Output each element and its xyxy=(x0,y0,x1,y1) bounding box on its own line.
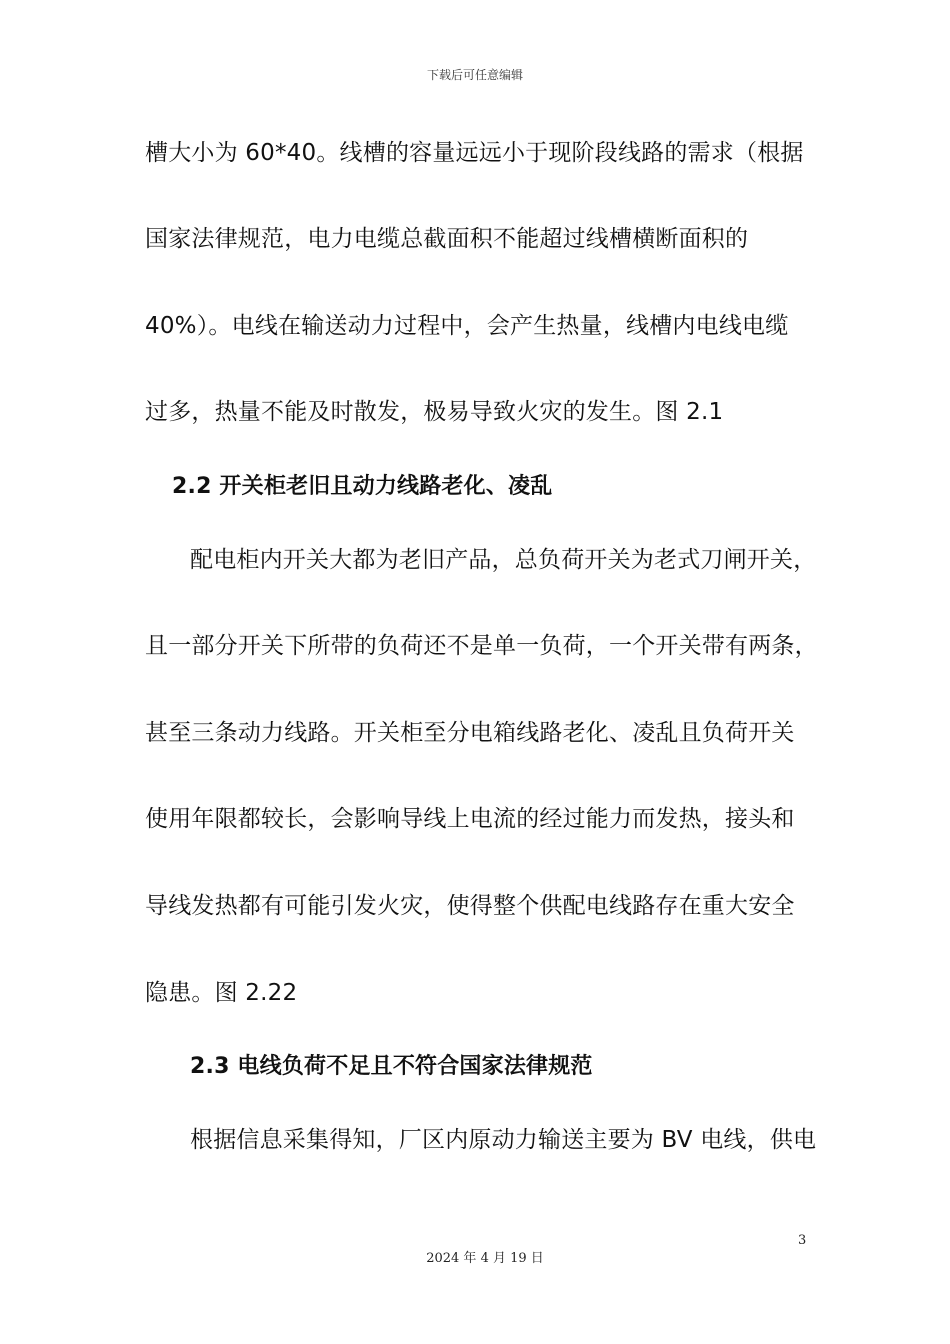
page-header: 下载后可任意编辑 xyxy=(426,68,523,82)
paragraph-line: 导线发热都有可能引发火灾，使得整个供配电线路存在重大安全 xyxy=(145,893,795,919)
paragraph-line: 根据信息采集得知，厂区内原动力输送主要为 BV 电线，供电 xyxy=(190,1127,817,1153)
paragraph-line: 40%）。电线在输送动力过程中，会产生热量，线槽内电线电缆 xyxy=(145,313,789,339)
page-footer-date: 2024 年 4 月 19 日 xyxy=(426,1251,544,1266)
paragraph-line: 国家法律规范，电力电缆总截面积不能超过线槽横断面积的 xyxy=(145,226,749,252)
paragraph-line: 且一部分开关下所带的负荷还不是单一负荷，一个开关带有两条， xyxy=(145,633,818,659)
paragraph-line: 槽大小为 60*40。线槽的容量远远小于现阶段线路的需求（根据 xyxy=(145,140,804,166)
paragraph-line: 使用年限都较长，会影响导线上电流的经过能力而发热，接头和 xyxy=(145,806,795,832)
section-heading-2-3: 2.3 电线负荷不足且不符合国家法律规范 xyxy=(190,1054,593,1079)
paragraph-line: 配电柜内开关大都为老旧产品，总负荷开关为老式刀闸开关， xyxy=(190,547,817,573)
page-number: 3 xyxy=(798,1233,807,1248)
section-heading-2-2: 2.2 开关柜老旧且动力线路老化、凌乱 xyxy=(172,474,553,499)
paragraph-line: 过多，热量不能及时散发，极易导致火灾的发生。图 2.1 xyxy=(145,399,724,425)
paragraph-line: 隐患。图 2.22 xyxy=(145,980,298,1006)
paragraph-line: 甚至三条动力线路。开关柜至分电箱线路老化、凌乱且负荷开关 xyxy=(145,720,795,746)
